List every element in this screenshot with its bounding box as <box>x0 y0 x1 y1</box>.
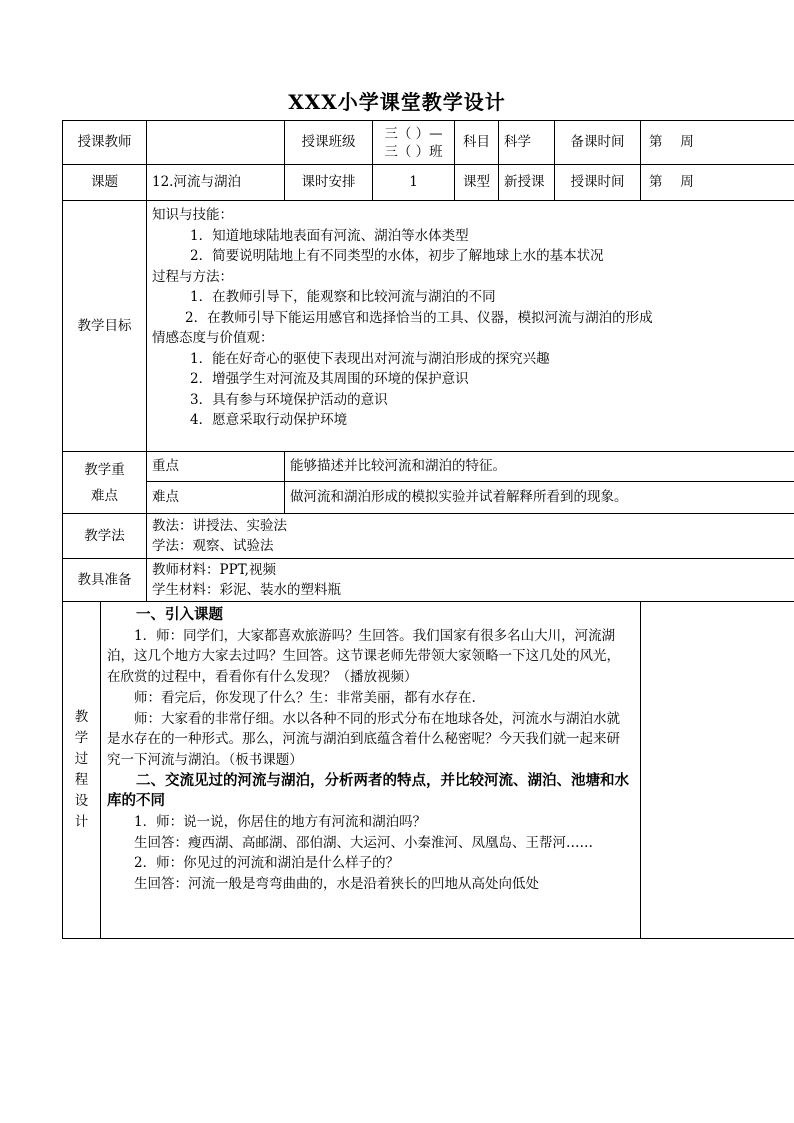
class-value-line2: 三（ ）班 <box>384 143 443 160</box>
process-label <box>63 602 101 939</box>
subject-value: 科学 <box>499 121 555 165</box>
teacher-label: 授课教师 <box>63 121 147 165</box>
process-paragraph: 师：看完后，你发现了什么？生：非常美丽，都有水存在. <box>134 689 476 706</box>
objectives-content <box>147 201 794 452</box>
materials-row <box>63 559 794 602</box>
key-difficult-label-line2: 难点 <box>91 487 118 504</box>
key-label-text: 重点 <box>152 458 179 475</box>
lesson-label: 课题 <box>63 165 147 201</box>
objective-line: 1．在教师引导下，能观察和比较河流与湖泊的不同 <box>190 289 496 305</box>
objective-line: 情感态度与价值观： <box>152 330 274 346</box>
methods-label: 教学法 <box>63 514 147 559</box>
objectives-row <box>63 201 794 452</box>
objectives-label: 教学目标 <box>63 201 147 452</box>
type-label: 课型 <box>455 165 499 201</box>
process-label-char: 计 <box>74 814 89 830</box>
process-paragraph: 1．师：说一说，你居住的地方有河流和湖泊吗？ <box>134 814 427 831</box>
key-difficult-label <box>63 452 147 514</box>
process-row <box>63 602 794 939</box>
difficult-value: 做河流和湖泊形成的模拟实验并试着解释所看到的现象。 <box>285 482 794 514</box>
process-notes <box>641 602 794 939</box>
objective-line: 1．能在好奇心的驱使下表现出对河流与湖泊形成的探究兴趣 <box>190 350 550 367</box>
objective-line: 2．在教师引导下能运用感官和选择恰当的工具、仪器，模拟河流与湖泊的形成 <box>185 309 653 326</box>
hours-label: 课时安排 <box>285 165 373 201</box>
key-difficult-label-line1: 教学重 <box>84 461 125 478</box>
objective-line: 知识与技能： <box>152 207 233 223</box>
page-title: XXX小学课堂教学设计 <box>288 90 506 114</box>
key-label <box>147 452 285 482</box>
difficult-point-row <box>63 482 794 514</box>
process-heading-2: 二、交流见过的河流与湖泊，分析两者的特点，并比较河流、湖泊、池塘和水库的不同 <box>107 771 629 810</box>
teacher-materials: 教师材料：PPT,视频 <box>152 561 276 578</box>
teach-time-label: 授课时间 <box>555 165 641 201</box>
info-row-1 <box>63 121 794 165</box>
key-point-row <box>63 452 794 482</box>
teach-method: 教法：讲授法、实验法 <box>152 517 287 534</box>
prep-time-value: 第 周 <box>641 121 794 165</box>
process-label-char: 教 <box>74 709 89 725</box>
subject-label: 科目 <box>455 121 499 165</box>
materials-label: 教具准备 <box>63 559 147 602</box>
hours-value: 1 <box>373 165 455 201</box>
process-paragraph: 生回答：河流一般是弯弯曲曲的，水是沿着狭长的凹地从高处向低处 <box>134 876 539 893</box>
methods-content <box>147 514 794 559</box>
class-value <box>373 121 455 165</box>
process-label-char: 设 <box>74 793 89 809</box>
process-content <box>101 602 641 939</box>
process-label-char: 过 <box>74 751 89 767</box>
prep-time-label: 备课时间 <box>555 121 641 165</box>
student-materials: 学生材料：彩泥、装水的塑料瓶 <box>152 582 341 598</box>
difficult-label: 难点 <box>147 482 285 514</box>
process-label-char: 程 <box>74 772 89 788</box>
objective-line: 2．增强学生对河流及其周围的环境的保护意识 <box>190 371 469 387</box>
materials-content <box>147 559 794 602</box>
process-paragraph: 生回答：瘦西湖、高邮湖、邵伯湖、大运河、小秦淮河、凤凰岛、王帮河…… <box>134 834 593 851</box>
objective-line: 过程与方法： <box>152 268 233 285</box>
process-paragraph: 师：大家看的非常仔细。水以各种不同的形式分布在地球各处，河流水与湖泊水就是水存在的一种形式。那么，河流与湖泊到底蕴含着什么秘密呢？今天我们就一起来研究一下河流与湖泊。（板书课题） <box>107 710 620 768</box>
lesson-value: 12.河流与湖泊 <box>147 165 285 201</box>
info-row-2 <box>63 165 794 201</box>
class-label: 授课班级 <box>285 121 373 165</box>
key-value: 能够描述并比较河流和湖泊的特征。 <box>285 452 794 482</box>
teacher-value <box>147 121 285 165</box>
methods-row <box>63 514 794 559</box>
learn-method: 学法：观察、试验法 <box>152 538 274 554</box>
type-value: 新授课 <box>499 165 555 201</box>
objective-line: 3．具有参与环境保护活动的意识 <box>190 391 388 408</box>
objective-line: 4．愿意采取行动保护环境 <box>190 412 348 428</box>
process-paragraph: 2．师：你见过的河流和湖泊是什么样子的？ <box>134 855 400 872</box>
teach-time-value: 第 周 <box>641 165 794 201</box>
process-label-char: 学 <box>74 730 89 746</box>
objective-line: 1．知道地球陆地表面有河流、湖泊等水体类型 <box>190 227 469 244</box>
class-value-line1: 三（ ）— <box>384 125 443 142</box>
objective-line: 2．简要说明陆地上有不同类型的水体，初步了解地球上水的基本状况 <box>190 248 604 264</box>
process-paragraph: 1．师：同学们，大家都喜欢旅游吗？生回答。我们国家有很多名山大川，河流湖泊，这几个地方大家去过吗？生回答。这节课老师先带领大家领略一下这几处的风光，在欣赏的过程中，看看你有什么发现？（播放视频） <box>107 627 620 686</box>
lesson-plan-table <box>62 120 794 939</box>
process-heading-1: 一、引入课题 <box>136 606 223 623</box>
